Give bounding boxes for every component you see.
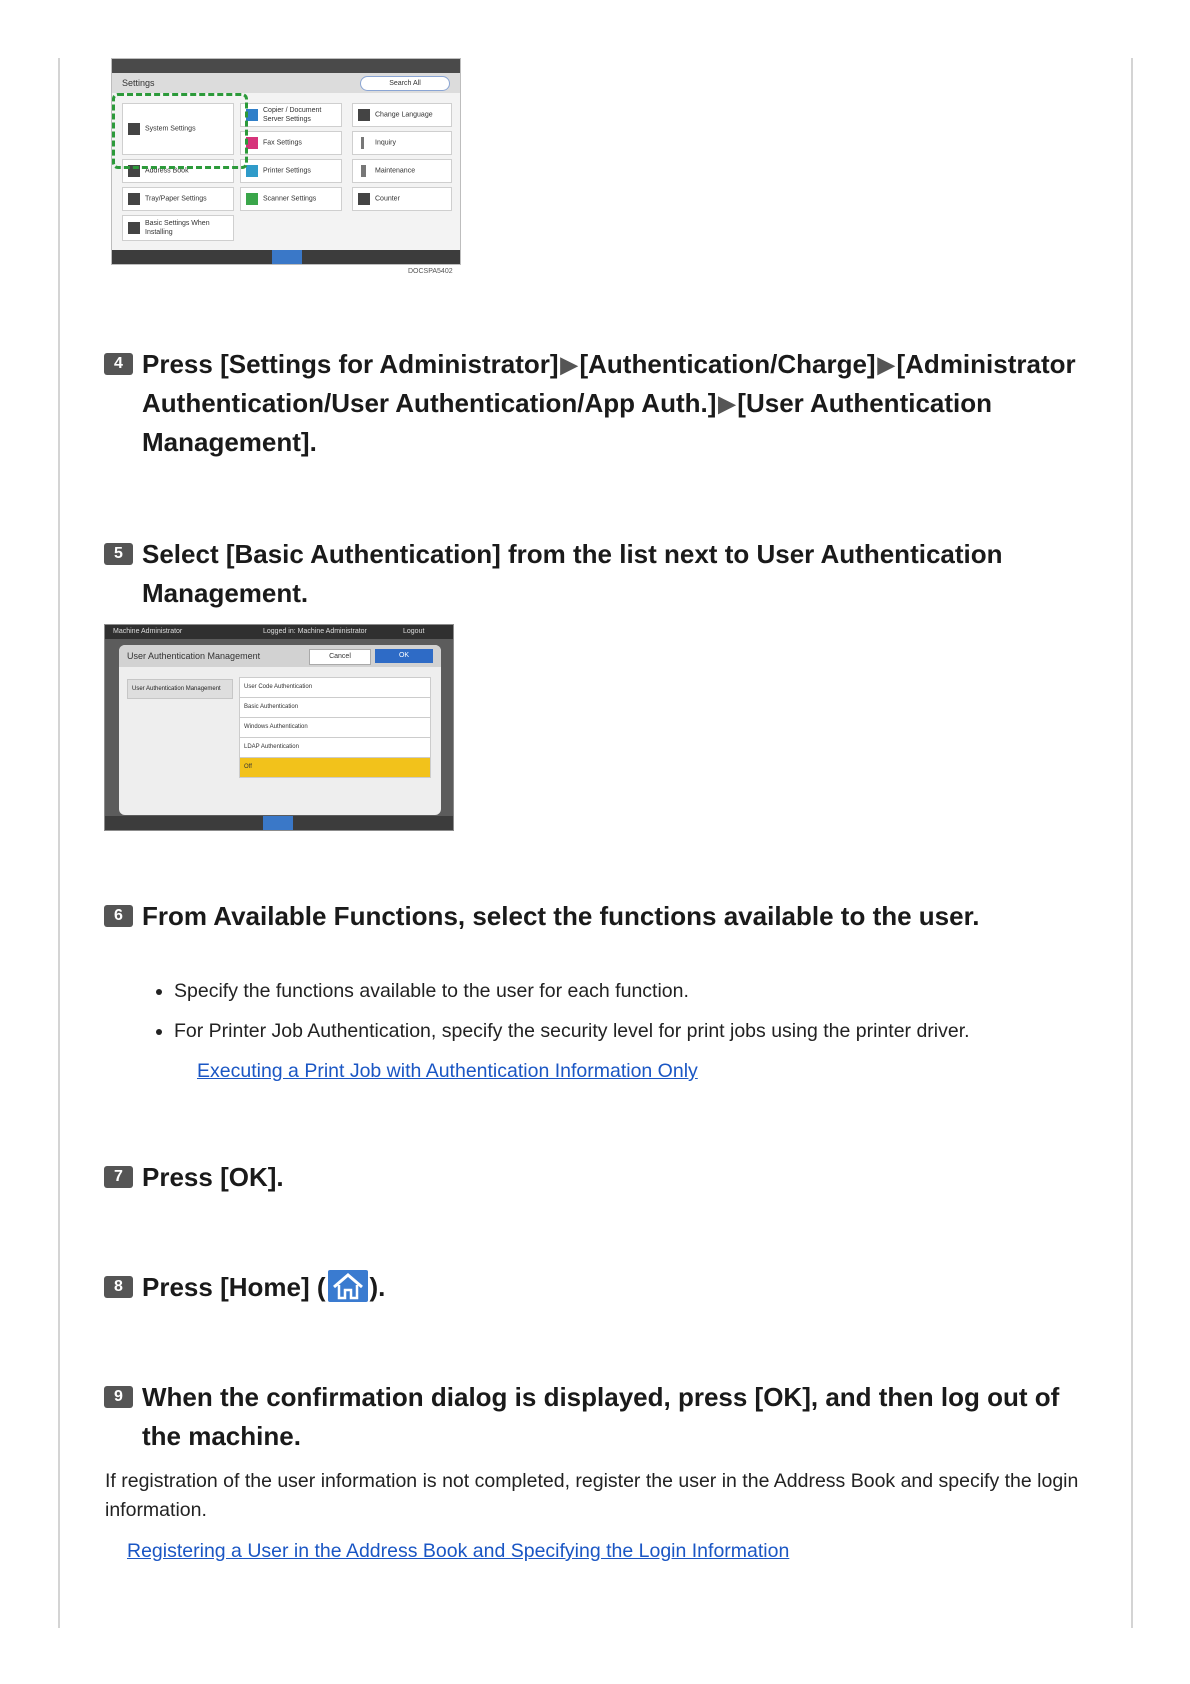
step-number-8: 8 [104, 1276, 133, 1298]
dialog-header: User Authentication Management Cancel OK [119, 645, 441, 667]
ok-button: OK [375, 649, 433, 663]
list-item: Basic Authentication [239, 698, 431, 718]
list-item: • For Printer Job Authentication, specify the security level for print jobs using the printer driver. [174, 1018, 970, 1045]
tray-icon [128, 193, 140, 205]
register-user-link[interactable]: Registering a User in the Address Book and Specifying the Login Information [127, 1540, 790, 1562]
print-job-auth-link[interactable]: Executing a Print Job with Authentication Information Only [197, 1060, 698, 1082]
basic-settings-icon [128, 222, 140, 234]
tile-system-settings: System Settings [122, 103, 234, 155]
tile-fax-settings: Fax Settings [240, 131, 342, 155]
step-6 [104, 897, 1094, 936]
settings-header [112, 73, 460, 93]
auth-option-list [239, 677, 431, 778]
arrow-right-icon: ▶ [877, 352, 895, 377]
machine-admin-bar: Machine Administrator Logged in: Machine Administrator Logout [105, 625, 453, 639]
step-6-text: From Available Functions, select the functions available to the user. [142, 901, 980, 931]
step-4 [104, 345, 1094, 462]
left-label: User Authentication Management [127, 679, 233, 699]
step-9-text: When the confirmation dialog is displayed, press [OK], and then log out of the machine. [142, 1382, 1060, 1451]
step-number-4: 4 [104, 353, 133, 375]
tile-maintenance: Maintenance [352, 159, 452, 183]
tile-change-language: Change Language [352, 103, 452, 127]
left-border-rule [58, 58, 60, 1628]
settings-title: Settings [122, 78, 155, 88]
maintenance-icon [361, 165, 366, 177]
language-icon [358, 109, 370, 121]
list-item-selected: Off [239, 758, 431, 778]
step-9 [104, 1378, 1094, 1456]
tile-inquiry: Inquiry [352, 131, 452, 155]
tile-printer-settings: Printer Settings [240, 159, 342, 183]
home-button-indicator [263, 816, 293, 830]
list-item: LDAP Authentication [239, 738, 431, 758]
step-number-6: 6 [104, 905, 133, 927]
screen-top-bar [112, 59, 460, 73]
inquiry-icon [361, 137, 364, 149]
step-5-text: Select [Basic Authentication] from the list next to User Authentication Management. [142, 539, 1003, 608]
list-item: • Specify the functions available to the user for each function. [174, 978, 970, 1005]
tile-address-book: Address Book [122, 159, 234, 183]
home-button-indicator [272, 250, 302, 264]
cancel-button: Cancel [309, 649, 371, 665]
auth-dialog [119, 645, 441, 815]
tile-tray-paper: Tray/Paper Settings [122, 187, 234, 211]
function-notes-list [150, 978, 970, 1058]
printer-icon [246, 165, 258, 177]
tile-counter: Counter [352, 187, 452, 211]
arrow-right-icon: ▶ [718, 391, 736, 416]
counter-icon [358, 193, 370, 205]
registration-note: If registration of the user information is not completed, register the user in the Address Book and specify the login information. [105, 1470, 1079, 1521]
list-item: User Code Authentication [239, 677, 431, 698]
step-4-text: Press [Settings for Administrator]▶[Authentication/Charge]▶[Administrator Authentication/User Authentication/App Auth.]▶[User Authentication Management]. [142, 345, 1094, 462]
step-5 [104, 535, 1094, 613]
right-border-rule [1131, 58, 1133, 1628]
highlight-system-settings [112, 93, 248, 169]
step-7-text: Press [OK]. [142, 1162, 284, 1192]
settings-screen-image [111, 58, 461, 265]
list-item: Windows Authentication [239, 718, 431, 738]
step-7 [104, 1158, 1094, 1197]
step-number-7: 7 [104, 1166, 133, 1188]
step-8-text: Press [Home] ( ). [142, 1272, 386, 1302]
step-8 [104, 1268, 1094, 1307]
search-all-field: Search All [360, 76, 450, 91]
user-auth-dialog-image [104, 624, 454, 831]
home-icon [328, 1270, 368, 1302]
tile-copier-document: Copier / Document Server Settings [240, 103, 342, 127]
arrow-right-icon: ▶ [560, 352, 578, 377]
tile-basic-settings: Basic Settings When Installing [122, 215, 234, 241]
tile-scanner-settings: Scanner Settings [240, 187, 342, 211]
image-code: DOCSPA5402 [408, 268, 453, 275]
step-number-9: 9 [104, 1386, 133, 1408]
step-number-5: 5 [104, 543, 133, 565]
scanner-icon [246, 193, 258, 205]
